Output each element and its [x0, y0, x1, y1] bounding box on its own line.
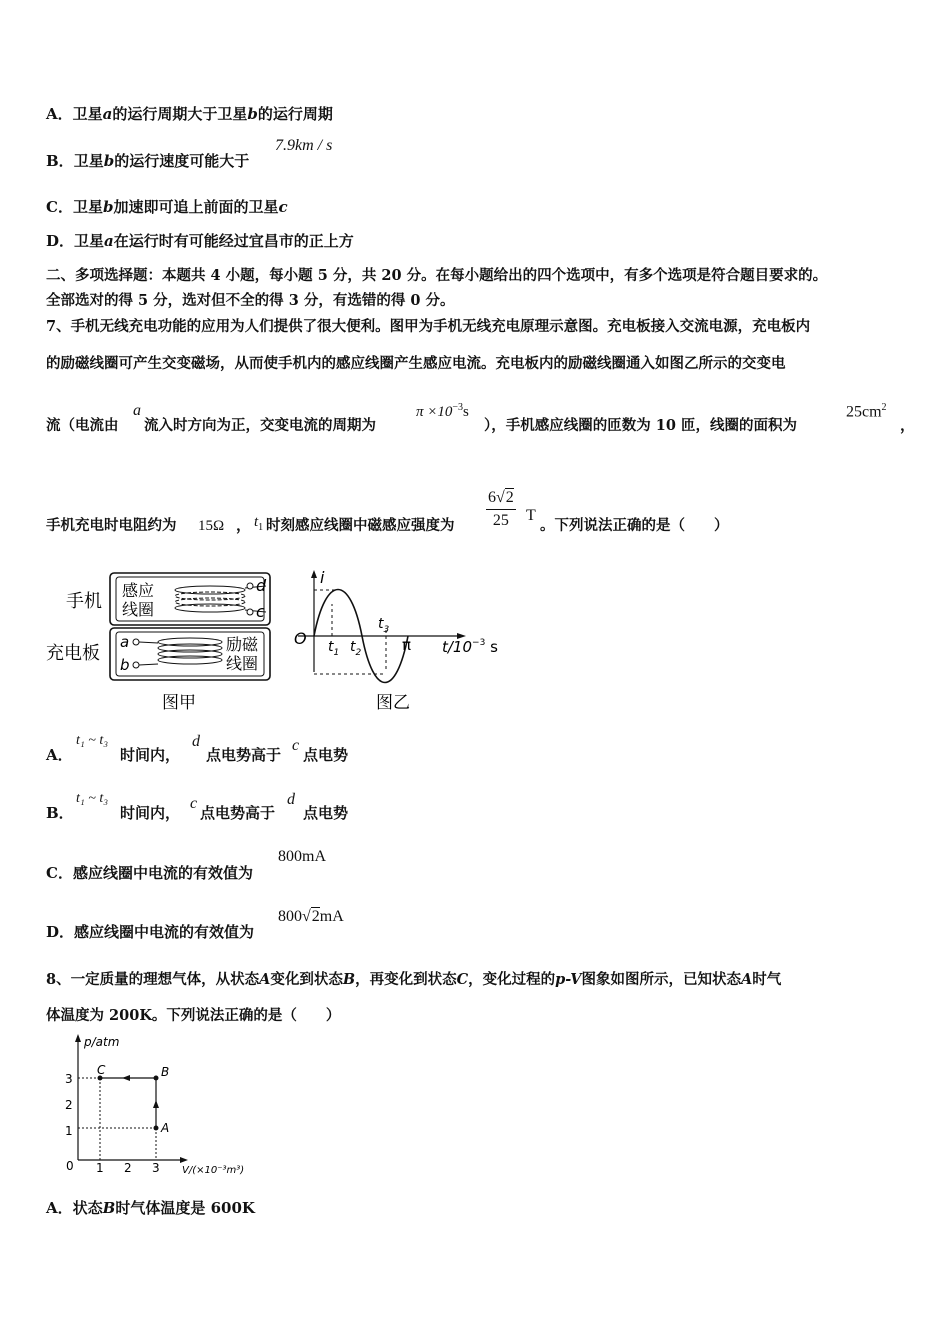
xtick-1: 1 — [96, 1161, 104, 1175]
t-var: t — [254, 514, 259, 530]
tick-t2 — [350, 639, 362, 658]
q7-line1: 7、手机无线充电功能的应用为人们提供了很大便利。图甲为手机无线充电原理示意图。充电板接入交流电源，充电板内 — [46, 318, 811, 335]
var: A — [741, 971, 753, 988]
label-a: A — [161, 1121, 170, 1135]
option-text: 的运行周期 — [257, 105, 333, 123]
text: 8、一定质量的理想气体，从状态 — [46, 971, 260, 988]
text: 时气 — [752, 971, 782, 988]
q7-option-a — [46, 744, 73, 765]
text: ，再变化到状态 — [355, 971, 457, 988]
var: c — [278, 198, 288, 216]
pad-label: 充电板 — [46, 643, 100, 664]
figure-b-graph — [292, 568, 504, 716]
figure-b-caption: 图乙 — [376, 693, 410, 713]
option-text: 卫星 — [72, 198, 103, 216]
q6-option-a — [46, 103, 333, 124]
var: B — [342, 971, 356, 988]
q7-line4-c: 。下列说法正确的是（ ） — [540, 517, 729, 534]
text: ，变化过程的 — [468, 971, 556, 988]
v-arrow — [180, 1157, 188, 1163]
var: B — [102, 1199, 116, 1217]
text: 流（电流由 — [46, 417, 119, 434]
t3-base: t — [378, 616, 384, 632]
var-d: d — [287, 791, 295, 808]
option-text: 的运行速度可能大于 — [114, 152, 250, 170]
ytick-1: 1 — [65, 1124, 73, 1138]
var-c: c — [190, 795, 198, 812]
frac-den: 25 — [492, 512, 509, 529]
p-axis-label: p/atm — [84, 1035, 120, 1049]
q7-line3-b: 流入时方向为正，交变电流的周期为 — [144, 417, 376, 434]
option-text: 时间内， — [120, 746, 181, 764]
origin-label: O — [294, 629, 307, 648]
period-base: π ×10 — [416, 404, 453, 420]
terminal-b — [133, 662, 139, 668]
var: b — [103, 152, 115, 170]
period-formula — [416, 402, 469, 421]
label-b: b — [120, 656, 130, 674]
phone-label: 手机 — [66, 591, 102, 612]
speed-formula: 7.9km / s — [275, 137, 333, 154]
q8-line2: 体温度为 200K。下列说法正确的是（ ） — [46, 1007, 341, 1024]
q7-option-d — [46, 921, 254, 942]
xlabel-unit: s — [485, 638, 498, 656]
q6-option-b — [46, 150, 249, 171]
q7-option-b — [46, 802, 74, 823]
var: p-V — [555, 971, 582, 988]
coil2-label: 励磁 — [226, 635, 259, 654]
point-a — [154, 1126, 159, 1131]
label-c: c — [256, 602, 265, 621]
math-unit: mA — [319, 908, 344, 925]
origin-label: 0 — [66, 1159, 74, 1173]
option-text: 状态 — [72, 1199, 103, 1217]
b-field-fraction: $\frac{6√2}{25}$ — [486, 487, 516, 532]
coil1-label2: 线圈 — [122, 600, 155, 619]
period-exp: −3 — [452, 402, 464, 413]
var: a — [102, 105, 113, 123]
t3-sub: 3 — [383, 625, 390, 635]
xlabel-base: t/10 — [442, 638, 473, 656]
ytick-2: 2 — [65, 1098, 73, 1112]
b-unit: T — [526, 507, 536, 524]
t2-base: t — [350, 639, 356, 655]
pv-graph — [58, 1030, 298, 1180]
current-value-sqrt: 800√2mA — [278, 908, 344, 925]
coil1-label: 感应 — [122, 581, 155, 600]
coil2-label2: 线圈 — [226, 654, 259, 673]
q6-option-d — [46, 230, 354, 251]
option-text: 点电势 — [303, 746, 349, 764]
option-text: 点电势 — [303, 804, 349, 822]
point-b — [154, 1076, 159, 1081]
var: b — [102, 198, 114, 216]
option-text: 感应线圈中电流的有效值为 — [72, 864, 253, 882]
time-range: t₁ ~ t₃ — [76, 733, 109, 748]
q7-option-a-text — [120, 744, 180, 765]
option-text: 在运行时有可能经过宜昌市的正上方 — [113, 232, 354, 250]
label-c: C — [97, 1063, 106, 1077]
option-label: C． — [46, 864, 73, 882]
q7-line3-c: ），手机感应线圈的匝数为 10 匝，线圈的面积为 — [484, 417, 798, 434]
var: A — [259, 971, 271, 988]
var: C — [456, 971, 469, 988]
var: b — [247, 105, 258, 123]
period-unit: s — [463, 404, 469, 420]
figure-a-caption: 图甲 — [162, 693, 196, 713]
option-text: 点电势高于 — [200, 804, 276, 822]
figure-a-diagram — [40, 568, 280, 716]
terminal-a — [133, 639, 139, 645]
option-text: 卫星 — [74, 232, 105, 250]
option-label: D． — [46, 923, 75, 941]
y-arrow — [311, 570, 317, 578]
label-a: a — [120, 633, 130, 651]
option-label: B． — [46, 804, 74, 822]
xtick-2: 2 — [124, 1161, 132, 1175]
option-text: 点电势高于 — [206, 746, 282, 764]
t1-sub: 1 — [333, 648, 340, 658]
option-text: 加速即可追上前面的卫星 — [113, 198, 279, 216]
option-label: A． — [46, 105, 73, 123]
tick-t3 — [378, 616, 390, 635]
area-value: 25cm — [846, 403, 882, 421]
tick-pi: π — [402, 636, 412, 654]
terminal-d — [247, 583, 253, 589]
math-part: 800 — [278, 908, 302, 925]
section-heading-line1: 二、多项选择题：本题共 4 小题，每小题 5 分，共 20 分。在每小题给出的四个选项中，有多个选项是符合题目要求的。 — [46, 267, 828, 284]
area-exp: 2 — [881, 402, 887, 413]
label-d: d — [256, 576, 267, 595]
resistance: 15Ω — [198, 518, 225, 534]
time-range: t₁ ~ t₃ — [76, 791, 109, 806]
xtick-3: 3 — [152, 1161, 160, 1175]
option-label: B． — [46, 152, 74, 170]
area-formula — [846, 402, 887, 421]
tick-t1 — [328, 639, 339, 658]
frac-num: 6 — [488, 489, 496, 506]
sense-coil — [175, 586, 266, 612]
frac-sqrt: 2 — [505, 489, 514, 506]
q7-option-c — [46, 862, 253, 883]
math-sqrt: 2 — [311, 908, 320, 925]
y-label: i — [320, 568, 325, 587]
t1-base: t — [328, 639, 334, 655]
var-c: c — [292, 737, 300, 754]
var: a — [104, 232, 114, 250]
terminal-c — [247, 609, 253, 615]
t2-sub: 2 — [355, 648, 362, 658]
current-value: 800mA — [278, 848, 326, 865]
q7-line2: 的励磁线圈可产生交变磁场，从而使手机内的感应线圈产生感应电流。充电板内的励磁线圈通入如图乙所示的交变电 — [46, 355, 786, 372]
label-b: B — [161, 1065, 170, 1079]
option-label: D． — [46, 232, 75, 250]
q7-line4-b: 时刻感应线圈中磁感应强度为 — [266, 517, 455, 534]
text: 变化到状态 — [270, 971, 343, 988]
arrow-ab — [153, 1100, 159, 1108]
q7-line3 — [46, 414, 119, 435]
comma: ， — [900, 416, 916, 434]
var-a: a — [133, 402, 141, 419]
option-label: A． — [46, 746, 73, 764]
text: 图象如图所示，已知状态 — [581, 971, 742, 988]
q8-line1 — [46, 968, 781, 989]
option-text: 卫星 — [72, 105, 103, 123]
xlabel-exp: −3 — [472, 638, 486, 648]
p-arrow — [75, 1034, 81, 1042]
option-text: 时气体温度是 600K — [115, 1199, 255, 1217]
ytick-3: 3 — [65, 1072, 73, 1086]
option-text: 感应线圈中电流的有效值为 — [74, 923, 255, 941]
sep: ， — [236, 516, 252, 534]
t1-symbol — [254, 514, 263, 533]
q8-option-a — [46, 1197, 255, 1218]
option-label: C． — [46, 198, 73, 216]
option-text: 的运行周期大于卫星 — [112, 105, 248, 123]
excitation-coil — [139, 638, 222, 665]
q7-line4-a: 手机充电时电阻约为 — [46, 517, 177, 534]
x-axis-label — [442, 638, 498, 656]
arrow-bc — [122, 1075, 130, 1081]
var-d: d — [192, 733, 200, 750]
option-text: 卫星 — [73, 152, 104, 170]
section-heading-line2: 全部选对的得 5 分，选对但不全的得 3 分，有选错的得 0 分。 — [46, 292, 455, 309]
option-text: 时间内， — [120, 804, 181, 822]
option-label: A． — [46, 1199, 73, 1217]
v-axis-label: V/(×10⁻³m³) — [182, 1165, 245, 1176]
t-sub: 1 — [258, 522, 264, 533]
q6-option-c — [46, 196, 288, 217]
